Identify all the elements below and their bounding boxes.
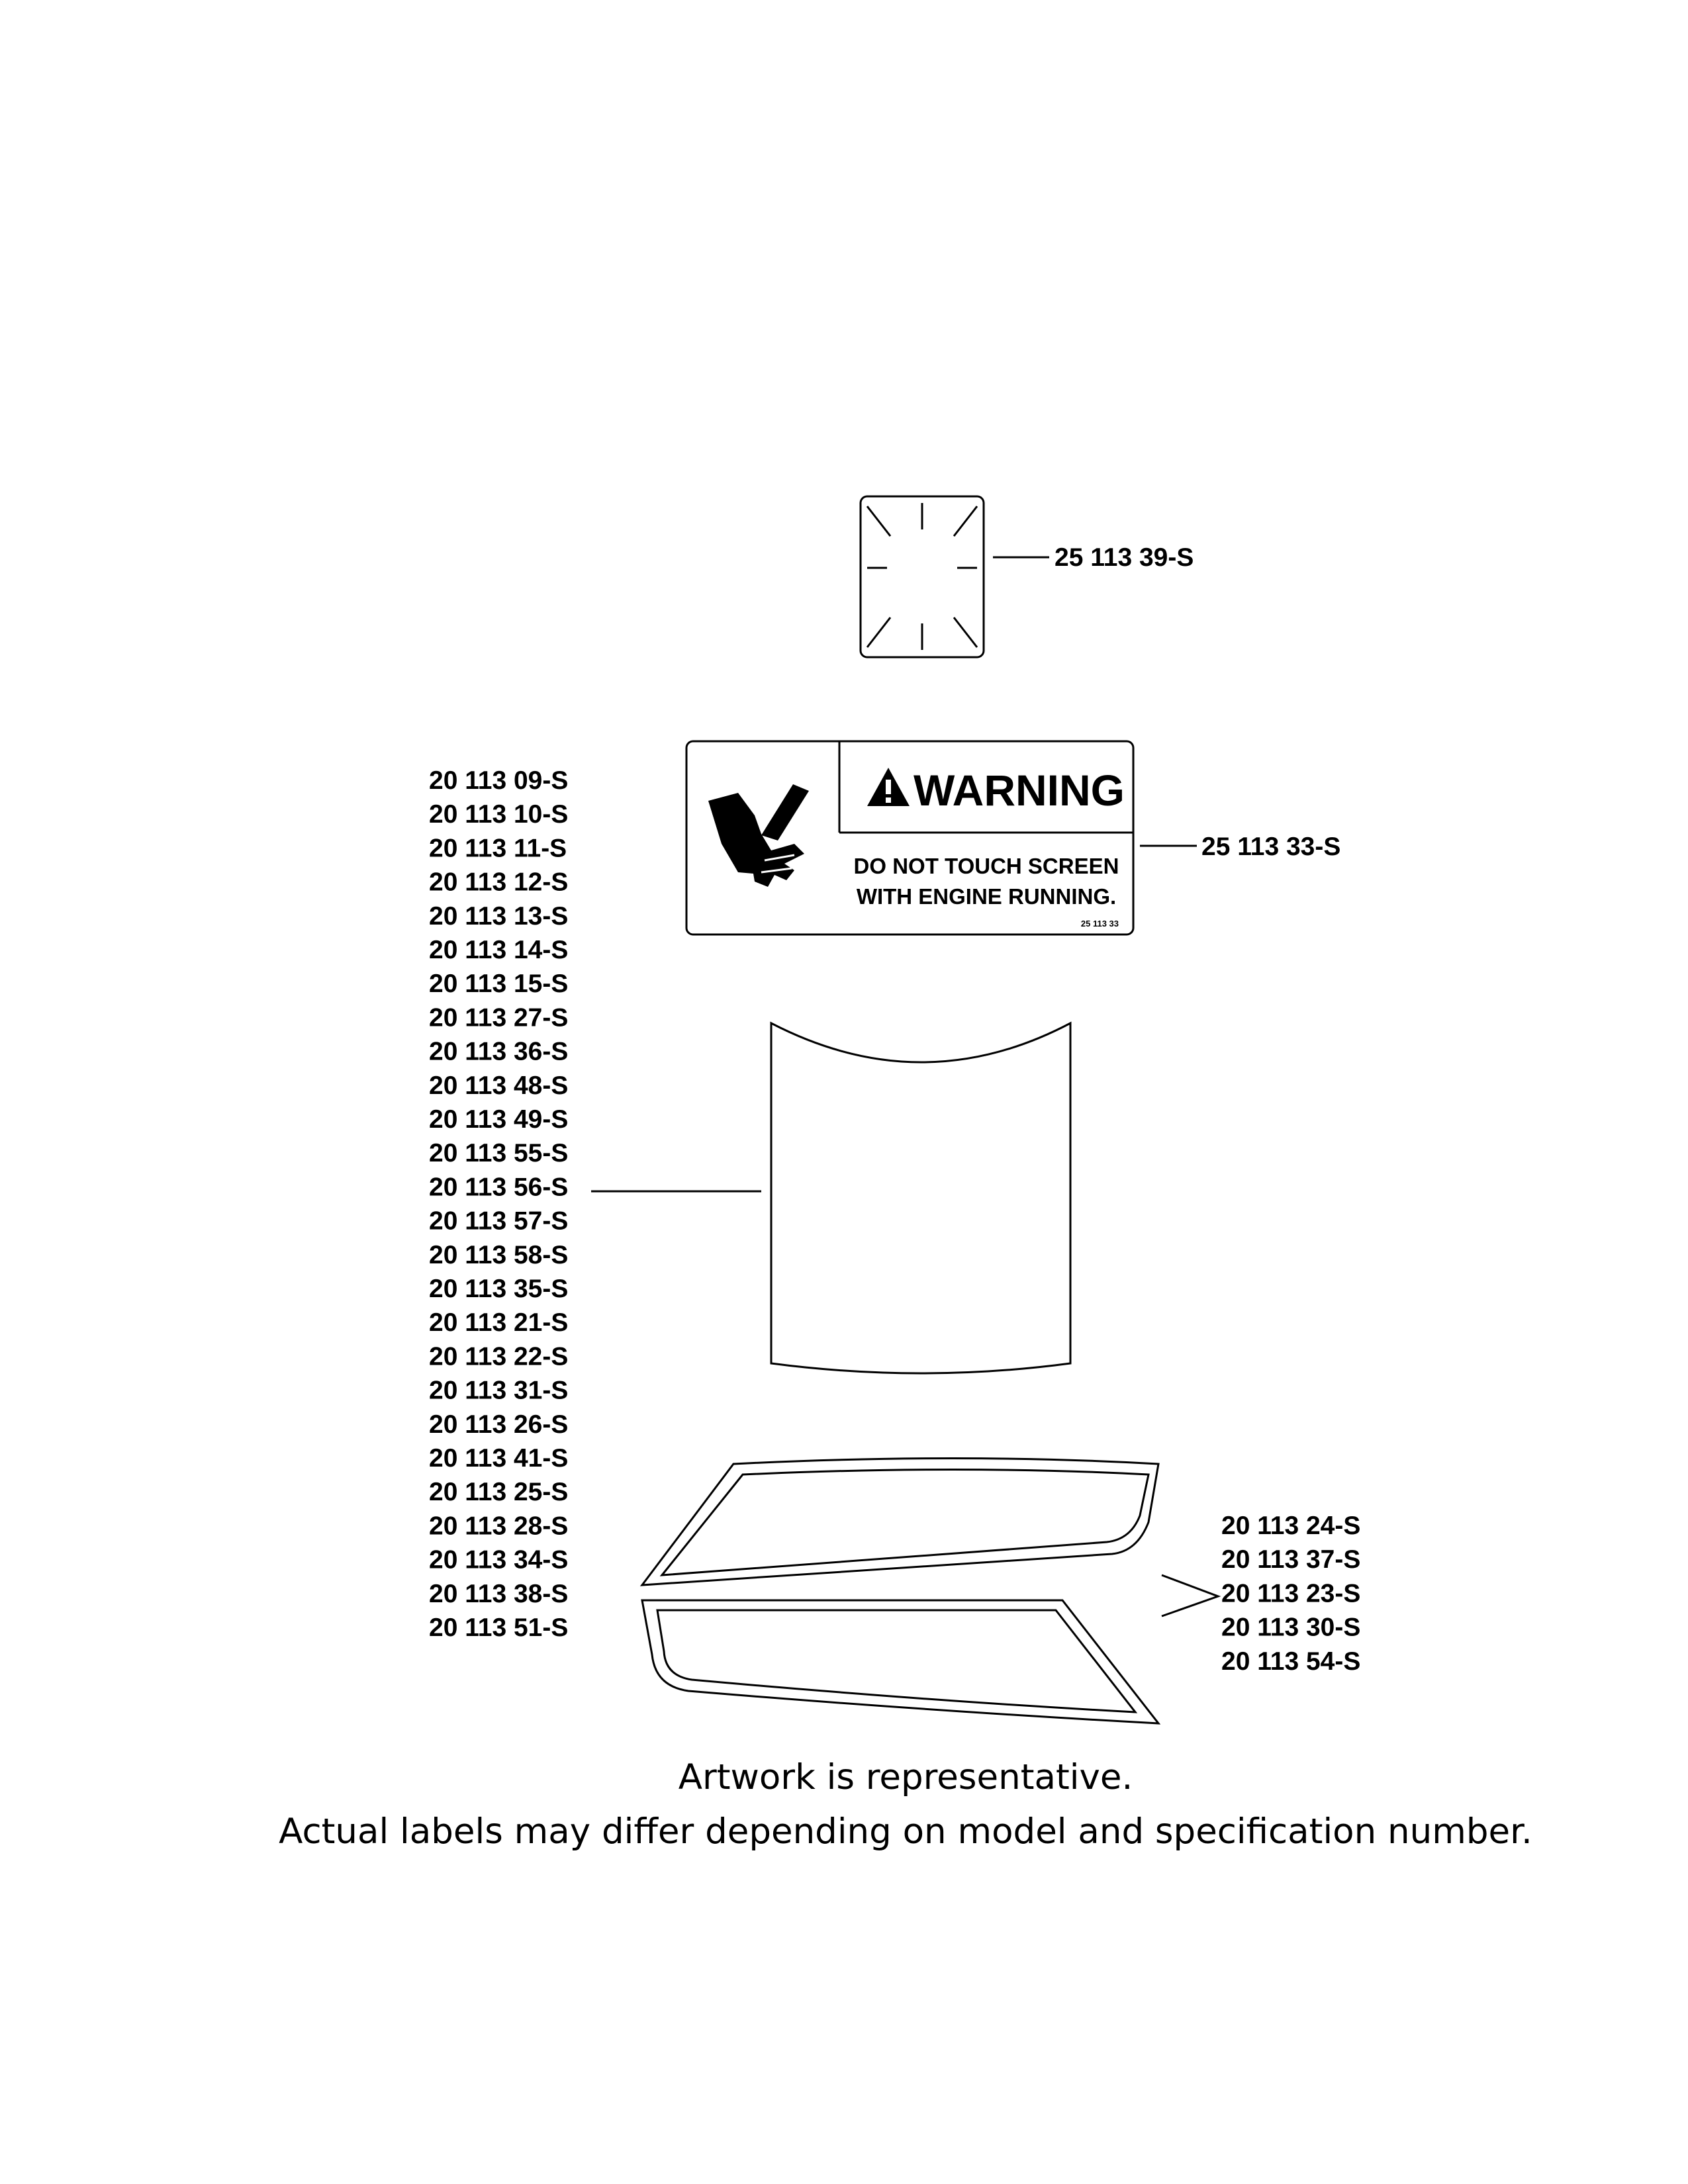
alert-triangle-icon [867,768,910,806]
warning-line-2: WITH ENGINE RUNNING. [856,884,1117,909]
part-number-label: 20 113 26-S [429,1410,569,1439]
part-number-label: 20 113 21-S [429,1308,569,1338]
screen-decal-tick [954,506,977,536]
part-number-label: 20 113 38-S [429,1579,569,1608]
side-part-number-list [1221,1512,1360,1676]
screen-decal-tick [954,617,977,647]
part-number-label: 20 113 28-S [429,1512,569,1541]
part-number-label: 20 113 11-S [429,834,567,863]
hood-decal [771,1023,1070,1373]
part-number-label: 20 113 22-S [429,1342,569,1371]
leader-chevron [1162,1575,1218,1616]
part-number-label: 20 113 25-S [429,1478,569,1507]
part-number-label: 20 113 57-S [429,1206,569,1236]
part-number-label: 25 113 39-S [1055,543,1194,572]
caption-line-1: Artwork is representative. [678,1757,1133,1797]
warning-line-1: DO NOT TOUCH SCREEN [853,854,1119,878]
part-number-label: 20 113 56-S [429,1173,569,1202]
part-number-label: 20 113 14-S [429,936,569,964]
part-number-label: 20 113 41-S [429,1444,569,1473]
part-number-label: 20 113 37-S [1221,1545,1361,1574]
part-number-label: 25 113 33-S [1201,833,1341,861]
screen-decal-tick [867,506,890,536]
hand-crush-warning-icon [708,784,809,887]
part-number-label: 20 113 31-S [429,1376,569,1405]
part-number-label: 20 113 27-S [429,1003,569,1032]
part-number-label: 20 113 58-S [429,1240,569,1269]
part-number-label: 20 113 55-S [429,1139,569,1168]
part-number-label: 20 113 24-S [1221,1512,1361,1540]
hood-part-number-list [429,766,568,1642]
warning-decal [686,741,1133,934]
part-number-label: 20 113 13-S [429,901,569,931]
caption-line-2: Actual labels may differ depending on model and specification number. [279,1811,1532,1852]
warning-heading: WARNING [914,766,1125,815]
side-decal-lower [642,1600,1158,1723]
part-number-label: 20 113 15-S [429,970,569,999]
part-number-label: 20 113 12-S [429,868,569,897]
side-decal-upper [642,1459,1158,1586]
part-number-label: 20 113 23-S [1221,1579,1361,1608]
part-number-label: 20 113 10-S [429,800,569,829]
part-number-label: 20 113 36-S [429,1037,569,1066]
part-number-label: 20 113 30-S [1221,1613,1361,1642]
warning-code: 25 113 33 [1080,919,1119,929]
part-number-label: 20 113 48-S [429,1071,569,1100]
screen-decal [861,496,984,657]
part-number-label: 20 113 51-S [429,1614,569,1642]
part-number-label: 20 113 49-S [429,1105,569,1134]
part-number-label: 20 113 09-S [429,766,569,795]
part-number-label: 20 113 35-S [429,1275,569,1303]
screen-decal-tick [867,617,890,647]
part-number-label: 20 113 54-S [1221,1647,1361,1676]
part-number-label: 20 113 34-S [429,1545,569,1574]
